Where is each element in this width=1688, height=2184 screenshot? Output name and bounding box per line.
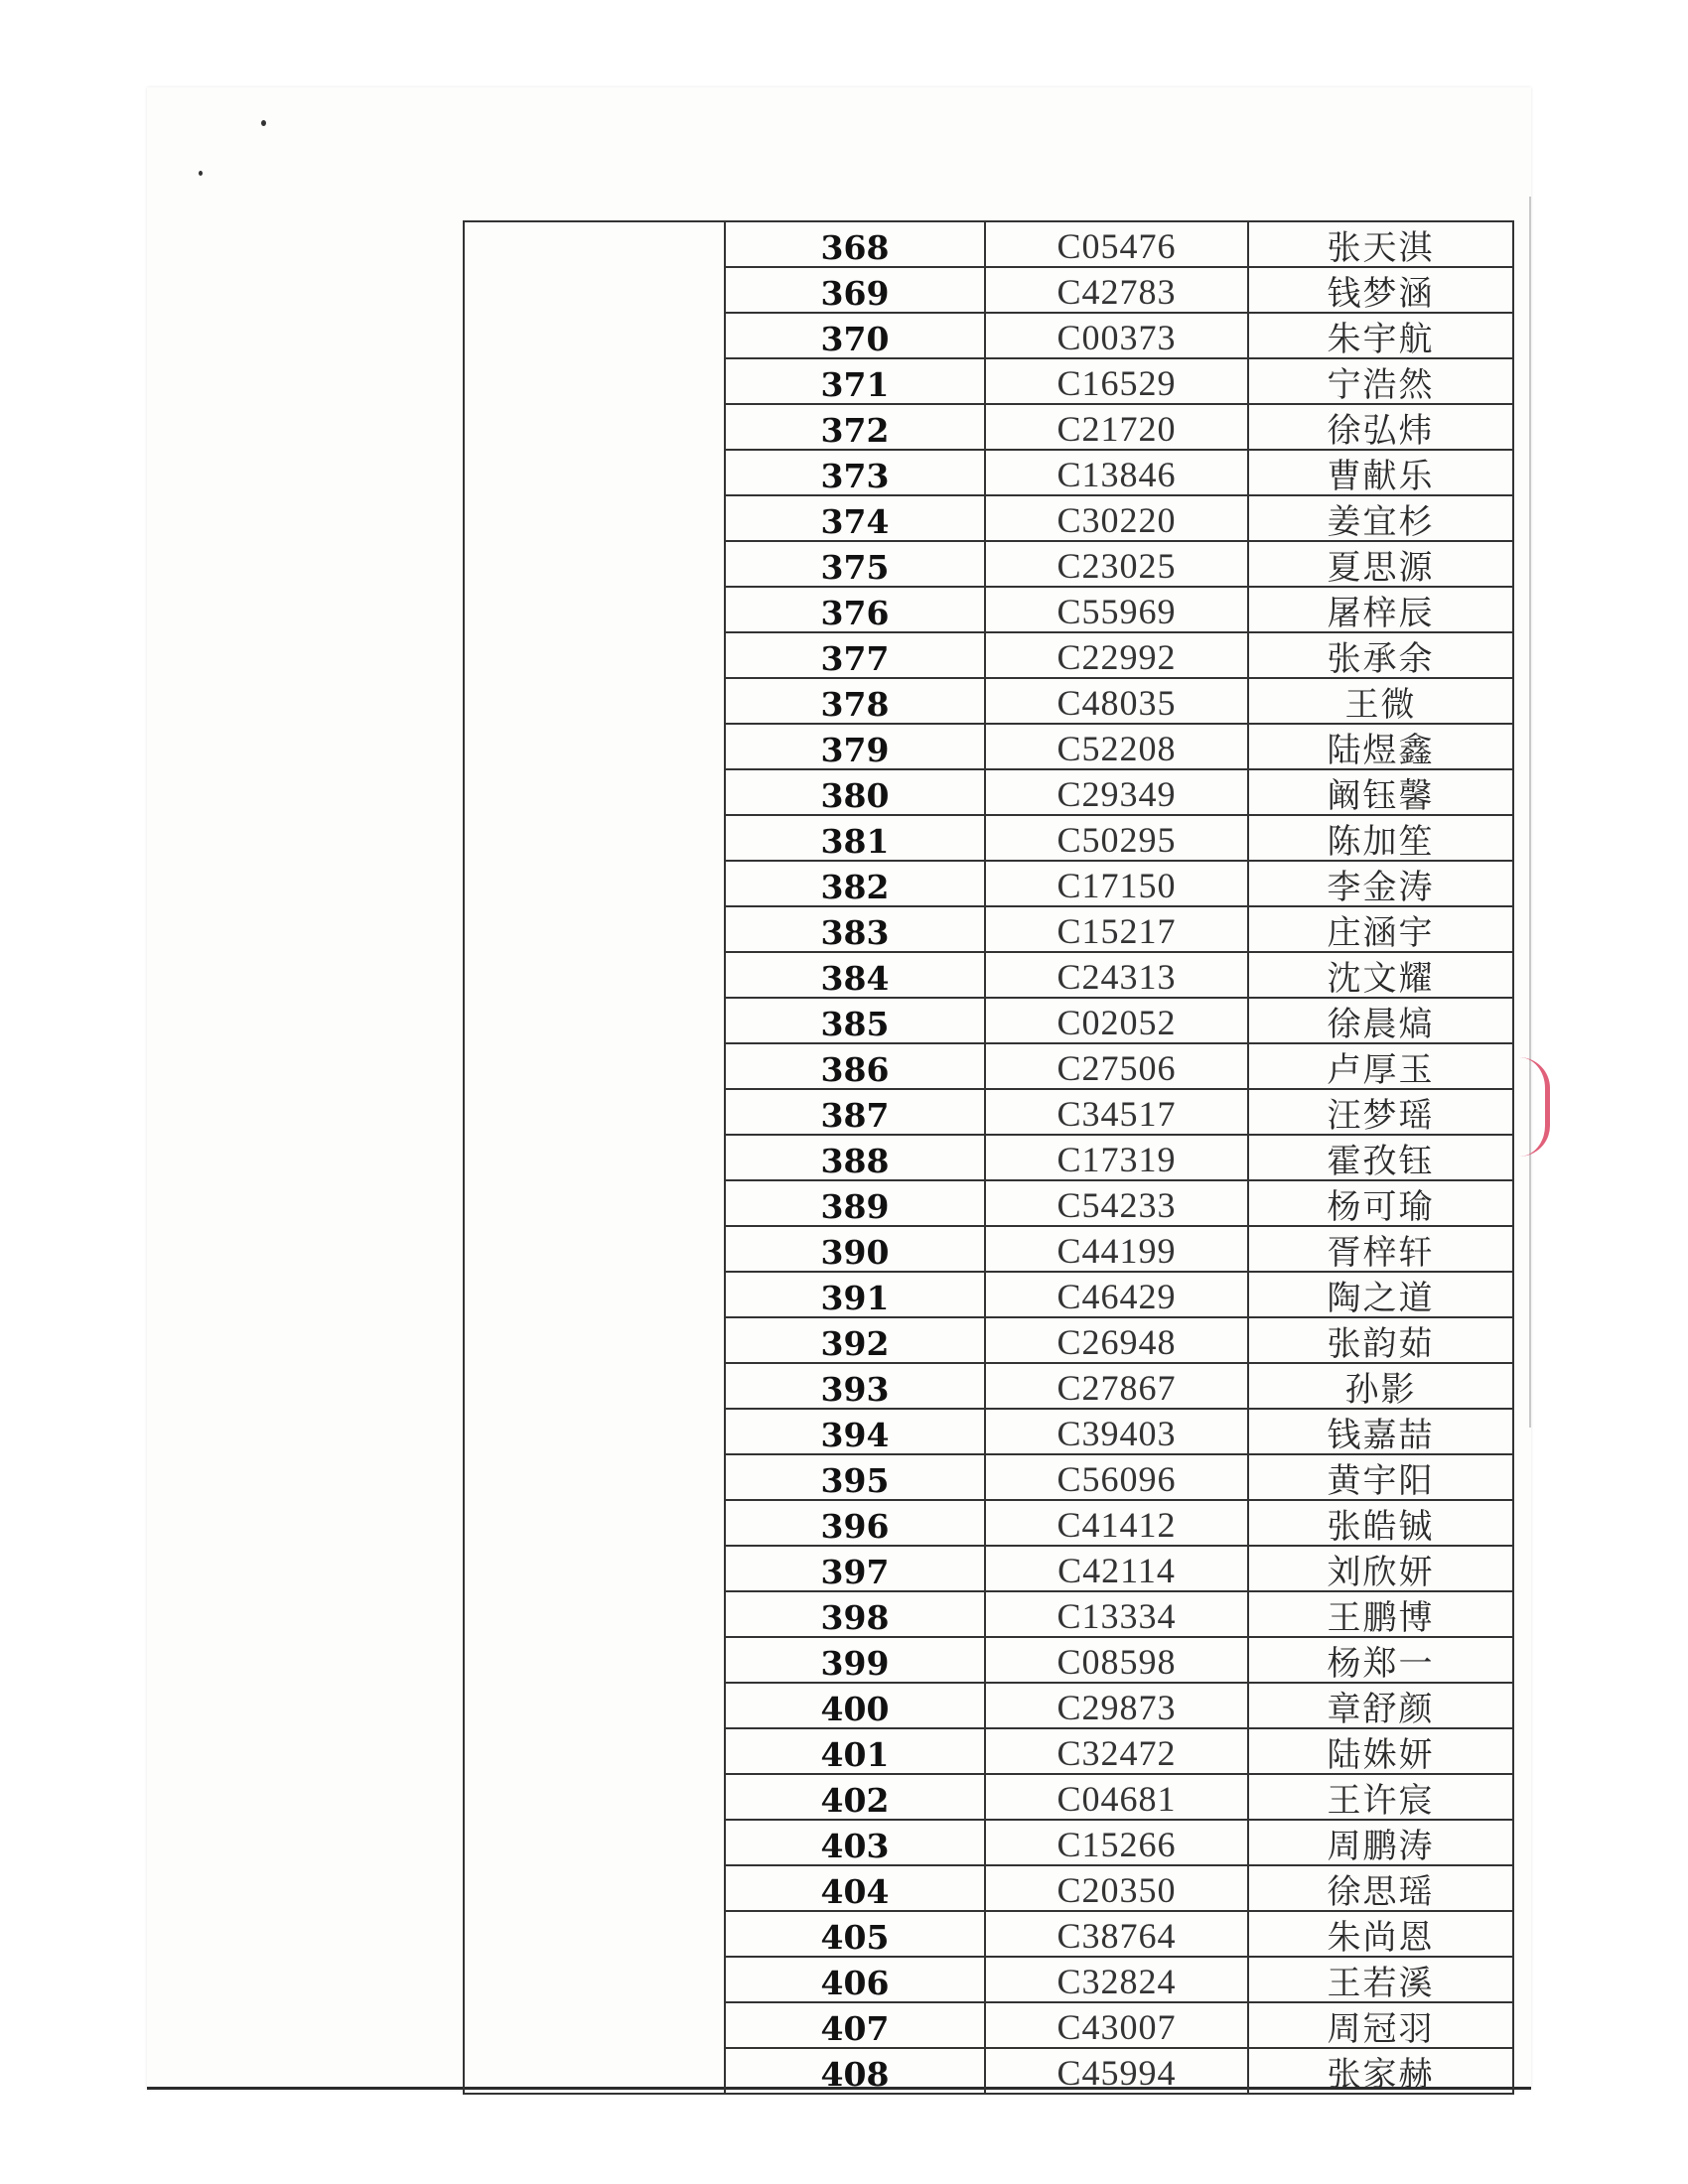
row-number-cell: 408 xyxy=(725,2048,985,2094)
candidate-code-cell: C20350 xyxy=(985,1865,1248,1911)
candidate-code-cell: C46429 xyxy=(985,1272,1248,1317)
row-number-cell: 393 xyxy=(725,1363,985,1409)
candidate-name-cell: 汪梦瑶 xyxy=(1248,1089,1513,1135)
candidate-name-cell: 朱宇航 xyxy=(1248,313,1513,358)
candidate-code-cell: C17319 xyxy=(985,1135,1248,1180)
candidate-code-cell: C43007 xyxy=(985,2002,1248,2048)
row-number-cell: 376 xyxy=(725,587,985,632)
candidate-code-cell: C23025 xyxy=(985,541,1248,587)
candidate-name-cell: 王微 xyxy=(1248,678,1513,724)
candidate-name-cell: 陶之道 xyxy=(1248,1272,1513,1317)
scan-speck xyxy=(261,120,266,126)
row-number-cell: 381 xyxy=(725,815,985,861)
candidate-code-cell: C56096 xyxy=(985,1454,1248,1500)
row-number-cell: 397 xyxy=(725,1546,985,1591)
row-number-cell: 396 xyxy=(725,1500,985,1546)
red-stamp-fragment xyxy=(1519,1057,1550,1157)
candidate-code-cell: C45994 xyxy=(985,2048,1248,2094)
candidate-code-cell: C55969 xyxy=(985,587,1248,632)
row-number-cell: 368 xyxy=(725,221,985,267)
row-number-cell: 384 xyxy=(725,952,985,998)
candidate-code-cell: C22992 xyxy=(985,632,1248,678)
candidate-name-cell: 张家赫 xyxy=(1248,2048,1513,2094)
candidate-name-cell: 张皓铖 xyxy=(1248,1500,1513,1546)
candidate-code-cell: C30220 xyxy=(985,495,1248,541)
candidate-name-cell: 夏思源 xyxy=(1248,541,1513,587)
table-row xyxy=(464,221,1513,267)
row-number-cell: 387 xyxy=(725,1089,985,1135)
candidate-name-cell: 钱梦涵 xyxy=(1248,267,1513,313)
candidate-name-cell: 庄涵宇 xyxy=(1248,906,1513,952)
row-number-cell: 374 xyxy=(725,495,985,541)
row-number-cell: 405 xyxy=(725,1911,985,1957)
row-number-cell: 407 xyxy=(725,2002,985,2048)
row-number-cell: 375 xyxy=(725,541,985,587)
candidate-name-cell: 王若溪 xyxy=(1248,1957,1513,2002)
candidate-name-cell: 沈文耀 xyxy=(1248,952,1513,998)
candidate-name-cell: 钱嘉喆 xyxy=(1248,1409,1513,1454)
candidate-name-cell: 陆姝妍 xyxy=(1248,1728,1513,1774)
candidate-code-cell: C08598 xyxy=(985,1637,1248,1683)
candidate-code-cell: C32824 xyxy=(985,1957,1248,2002)
candidate-name-cell: 刘欣妍 xyxy=(1248,1546,1513,1591)
candidate-name-cell: 姜宜杉 xyxy=(1248,495,1513,541)
candidate-name-cell: 徐思瑶 xyxy=(1248,1865,1513,1911)
row-number-cell: 377 xyxy=(725,632,985,678)
row-number-cell: 392 xyxy=(725,1317,985,1363)
row-number-cell: 398 xyxy=(725,1591,985,1637)
row-number-cell: 390 xyxy=(725,1226,985,1272)
candidate-name-cell: 王许宸 xyxy=(1248,1774,1513,1820)
candidate-code-cell: C27506 xyxy=(985,1043,1248,1089)
row-number-cell: 379 xyxy=(725,724,985,769)
candidate-code-cell: C27867 xyxy=(985,1363,1248,1409)
candidate-name-cell: 周冠羽 xyxy=(1248,2002,1513,2048)
candidate-name-cell: 陈加笙 xyxy=(1248,815,1513,861)
candidate-code-cell: C50295 xyxy=(985,815,1248,861)
candidate-name-cell: 章舒颜 xyxy=(1248,1683,1513,1728)
page-edge xyxy=(1529,197,1531,1428)
row-number-cell: 395 xyxy=(725,1454,985,1500)
candidate-code-cell: C24313 xyxy=(985,952,1248,998)
candidate-name-cell: 卢厚玉 xyxy=(1248,1043,1513,1089)
candidate-name-cell: 李金涛 xyxy=(1248,861,1513,906)
candidate-code-cell: C48035 xyxy=(985,678,1248,724)
candidate-name-cell: 张天淇 xyxy=(1248,221,1513,267)
candidate-code-cell: C54233 xyxy=(985,1180,1248,1226)
candidate-code-cell: C13334 xyxy=(985,1591,1248,1637)
row-number-cell: 388 xyxy=(725,1135,985,1180)
candidate-code-cell: C15217 xyxy=(985,906,1248,952)
candidate-code-cell: C42783 xyxy=(985,267,1248,313)
candidate-code-cell: C44199 xyxy=(985,1226,1248,1272)
candidate-code-cell: C26948 xyxy=(985,1317,1248,1363)
candidate-code-cell: C04681 xyxy=(985,1774,1248,1820)
roster-table xyxy=(463,220,1514,2095)
candidate-name-cell: 阚钰馨 xyxy=(1248,769,1513,815)
row-number-cell: 372 xyxy=(725,404,985,450)
row-number-cell: 406 xyxy=(725,1957,985,2002)
candidate-name-cell: 朱尚恩 xyxy=(1248,1911,1513,1957)
candidate-name-cell: 张承余 xyxy=(1248,632,1513,678)
candidate-code-cell: C05476 xyxy=(985,221,1248,267)
candidate-name-cell: 徐晨熇 xyxy=(1248,998,1513,1043)
row-number-cell: 404 xyxy=(725,1865,985,1911)
row-number-cell: 380 xyxy=(725,769,985,815)
candidate-code-cell: C42114 xyxy=(985,1546,1248,1591)
candidate-name-cell: 胥梓轩 xyxy=(1248,1226,1513,1272)
candidate-code-cell: C32472 xyxy=(985,1728,1248,1774)
candidate-code-cell: C02052 xyxy=(985,998,1248,1043)
candidate-code-cell: C29873 xyxy=(985,1683,1248,1728)
candidate-code-cell: C16529 xyxy=(985,358,1248,404)
row-number-cell: 402 xyxy=(725,1774,985,1820)
row-number-cell: 401 xyxy=(725,1728,985,1774)
row-number-cell: 382 xyxy=(725,861,985,906)
candidate-name-cell: 黄宇阳 xyxy=(1248,1454,1513,1500)
candidate-code-cell: C00373 xyxy=(985,313,1248,358)
roster-table-container xyxy=(463,220,1514,2095)
row-number-cell: 399 xyxy=(725,1637,985,1683)
candidate-code-cell: C41412 xyxy=(985,1500,1248,1546)
candidate-name-cell: 曹献乐 xyxy=(1248,450,1513,495)
scan-speck xyxy=(199,171,203,176)
row-number-cell: 378 xyxy=(725,678,985,724)
candidate-name-cell: 张韵茹 xyxy=(1248,1317,1513,1363)
candidate-code-cell: C34517 xyxy=(985,1089,1248,1135)
candidate-name-cell: 霍孜钰 xyxy=(1248,1135,1513,1180)
row-number-cell: 370 xyxy=(725,313,985,358)
candidate-code-cell: C52208 xyxy=(985,724,1248,769)
candidate-name-cell: 宁浩然 xyxy=(1248,358,1513,404)
candidate-code-cell: C17150 xyxy=(985,861,1248,906)
row-number-cell: 403 xyxy=(725,1820,985,1865)
row-number-cell: 400 xyxy=(725,1683,985,1728)
roster-table-body xyxy=(464,221,1513,2094)
row-number-cell: 371 xyxy=(725,358,985,404)
candidate-code-cell: C15266 xyxy=(985,1820,1248,1865)
row-number-cell: 386 xyxy=(725,1043,985,1089)
candidate-name-cell: 杨郑一 xyxy=(1248,1637,1513,1683)
row-number-cell: 385 xyxy=(725,998,985,1043)
row-number-cell: 389 xyxy=(725,1180,985,1226)
document-page xyxy=(147,87,1531,2095)
candidate-name-cell: 杨可瑜 xyxy=(1248,1180,1513,1226)
candidate-name-cell: 王鹏博 xyxy=(1248,1591,1513,1637)
candidate-code-cell: C39403 xyxy=(985,1409,1248,1454)
candidate-code-cell: C13846 xyxy=(985,450,1248,495)
candidate-code-cell: C38764 xyxy=(985,1911,1248,1957)
candidate-name-cell: 屠梓辰 xyxy=(1248,587,1513,632)
candidate-name-cell: 周鹏涛 xyxy=(1248,1820,1513,1865)
merged-blank-cell xyxy=(464,221,725,2094)
candidate-name-cell: 孙影 xyxy=(1248,1363,1513,1409)
row-number-cell: 391 xyxy=(725,1272,985,1317)
row-number-cell: 369 xyxy=(725,267,985,313)
row-number-cell: 373 xyxy=(725,450,985,495)
candidate-code-cell: C29349 xyxy=(985,769,1248,815)
candidate-code-cell: C21720 xyxy=(985,404,1248,450)
row-number-cell: 394 xyxy=(725,1409,985,1454)
candidate-name-cell: 陆煜鑫 xyxy=(1248,724,1513,769)
candidate-name-cell: 徐弘炜 xyxy=(1248,404,1513,450)
row-number-cell: 383 xyxy=(725,906,985,952)
